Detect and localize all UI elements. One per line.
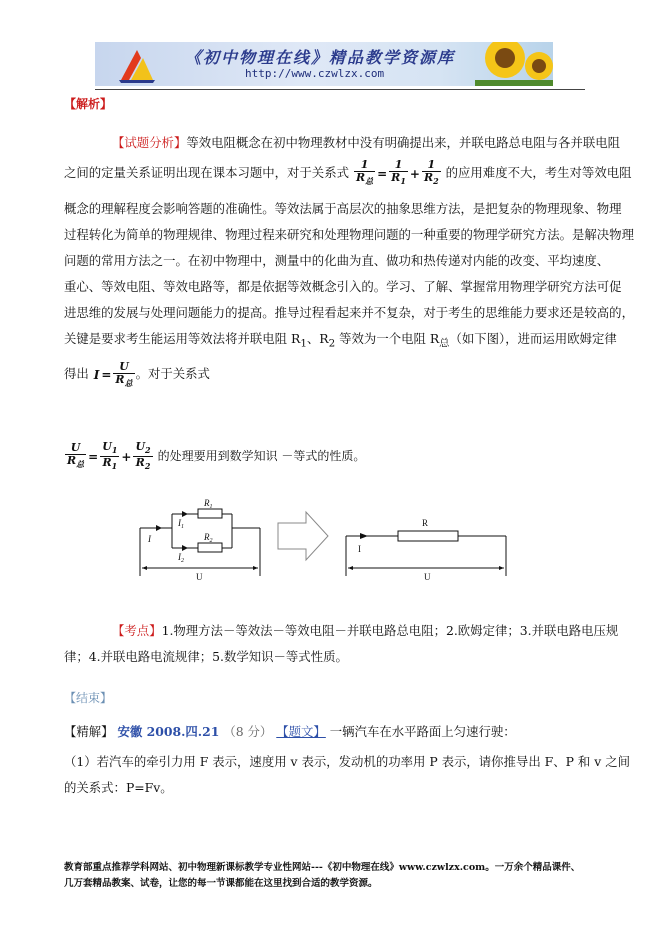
svg-text:I1: $I_1$ — [178, 518, 184, 530]
kaodian-paragraph — [64, 618, 619, 670]
svg-text:R: R — [422, 518, 429, 528]
analysis-line5: 问题的常用方法之一。在初中物理中，测量中的化曲为直、做功和热传递对内能的改变、平均速度、 — [64, 253, 610, 268]
question-line3: 的关系式：P=Fv。 — [64, 780, 173, 795]
analysis-line9: 得出 I = $\frac{U}{R_总}$ 。对于关系式 — [64, 359, 210, 389]
header-divider — [95, 89, 585, 90]
analysis-line3: 概念的理解程度会影响答题的准确性。等效法属于高层次的抽象思维方法，是把复杂的物理现象、物理 — [64, 201, 622, 216]
formula-parallel-resistance: $\frac{1}{R_总}$ — [355, 158, 374, 187]
resistor-r1 — [198, 509, 222, 518]
analysis-line8: 关键是要求考生能运用等效法将并联电阻 $R_1$、$R_2$ 等效为一个电阻 $R_总$（如下图），进而运用欧姆定律 — [64, 331, 617, 350]
svg-text:U: U — [424, 572, 431, 582]
header-url[interactable]: http://www.czwlzx.com — [245, 67, 385, 80]
analysis-line6: 重心、等效电阻、等效电路等，都是依据等效概念引入的。学习、了解、掌握常用物理学研究方法可促 — [64, 279, 622, 294]
analysis-line7: 进思维的发展与处理问题能力的提高。推导过程看起来并不复杂，对于考生的思维能力要求还是较高的， — [64, 305, 634, 320]
question-score: （8 分） — [223, 724, 273, 739]
header-banner — [95, 42, 553, 86]
voltage-formula-line: $\frac{U}{R_总}$ = $\frac{U_1}{R_1}$ + $\frac{U_2}{R_2}$ 的处理要用到数学知识 －等式的性质。 — [67, 439, 366, 472]
tiwen-label[interactable]: 【题文】 — [276, 724, 326, 739]
analysis-line1: 等效电阻概念在初中物理教材中没有明确提出来，并联电路总电阻与各并联电阻 — [186, 135, 621, 150]
resistor-r2 — [198, 543, 222, 552]
svg-text:I: I — [358, 544, 361, 554]
header-title: 《初中物理在线》精品教学资源库 — [185, 48, 456, 67]
footer-line2: 几万套精品教案、试卷，让您的每一节课都能在这里找到合适的教学资源。 — [64, 878, 378, 889]
analysis-paragraph: 【试题分析】等效电阻概念在初中物理教材中没有明确提出来，并联电路总电阻与各并联电阻 之间的定量关系证明出现在课本习题中，对于关系式 $\frac{1}{R_总}$ = $\frac{1}{R_1}$ + $\frac{1}{R_2}$ 的应用难度不大，考生对等效电阻 概念的理解程度会影响答题的准确性。等效法属于高层次的抽象思维方法，是把复杂的物理现象、物理 过程转化为简单的物理规律、物理过程来研究和处理物理问题的一种重要的物理学研究方法。是解决物理 问题的常用方法之一。在初中物理中，测量中的化曲为直、做功和热传递对内能的改变、平均速度、 重心、等效电阻、等效电路等，都是依据等效概念引入的。学习、了解、掌握常用物理学研究方法可促 进思维的发展与处理问题能力的提高。推导过程看起来并不复杂，对于考生的思维能力要求还是较高的， 关键是要求考生能运用等效法将并联电阻 $R_1$、$R_2$ 等效为一个电阻 $R_总$（如下图），进而运用欧姆定律 得出 I = $\frac{U}{R_总}$ 。对于关系式 — [64, 130, 592, 392]
circuit-diagram — [136, 496, 522, 584]
analysis-label: 【试题分析】 — [112, 135, 187, 150]
svg-text:R1: $R_1$ — [204, 498, 213, 510]
question-line2: （1）若汽车的牵引力用 F 表示，速度用 v 表示，发动机的功率用 P 表示，请你推导出 F、P 和 v 之间 — [64, 754, 630, 769]
formula-voltage: $\frac{U}{R_总}$ — [67, 441, 85, 470]
kaodian-label: 【考点】 — [112, 623, 162, 638]
sunflower-icon — [475, 42, 553, 86]
voltage-formula-text: 的处理要用到数学知识 －等式的性质。 — [157, 449, 366, 463]
logo-icon — [117, 46, 157, 84]
question-header — [64, 722, 516, 740]
analysis-line4: 过程转化为简单的物理规律、物理过程来研究和处理物理问题的一种重要的物理学研究方法。是解决物理 — [64, 227, 634, 242]
formula-ohm: $\frac{U}{R_总}$ — [115, 359, 133, 389]
footer-line1: 教育部重点推荐学科网站、初中物理新课标教学专业性网站---《初中物理在线》www.czwlzx.com。一万余个精品课件、 — [64, 862, 581, 873]
analysis-line2-post: 的应用难度不大，考生对等效电阻 — [445, 165, 632, 180]
svg-text:U: U — [196, 572, 203, 582]
svg-text:I: I — [148, 534, 151, 544]
svg-text:I2: $I_2$ — [178, 552, 184, 564]
kaodian-line1: 1.物理方法－等效法－等效电阻－并联电路总电阻；2.欧姆定律；3.并联电路电压规 — [161, 623, 619, 638]
question-source: 安徽 2008.四.21 — [117, 724, 220, 739]
footer — [64, 860, 604, 892]
question-line1: 一辆汽车在水平路面上匀速行驶： — [329, 724, 516, 739]
resistor-r-total — [398, 531, 458, 541]
end-label: 【结束】 — [64, 691, 113, 705]
svg-text:R2: $R_2$ — [204, 532, 213, 544]
kaodian-line2: 律；4.并联电路电流规律；5.数学知识－等式性质。 — [64, 649, 348, 664]
jingjie-label: 【精解】 — [64, 724, 114, 739]
equivalence-arrow — [278, 512, 328, 560]
section-label: 【解析】 — [64, 97, 113, 111]
analysis-line2-pre: 之间的定量关系证明出现在课本习题中，对于关系式 — [64, 165, 349, 180]
